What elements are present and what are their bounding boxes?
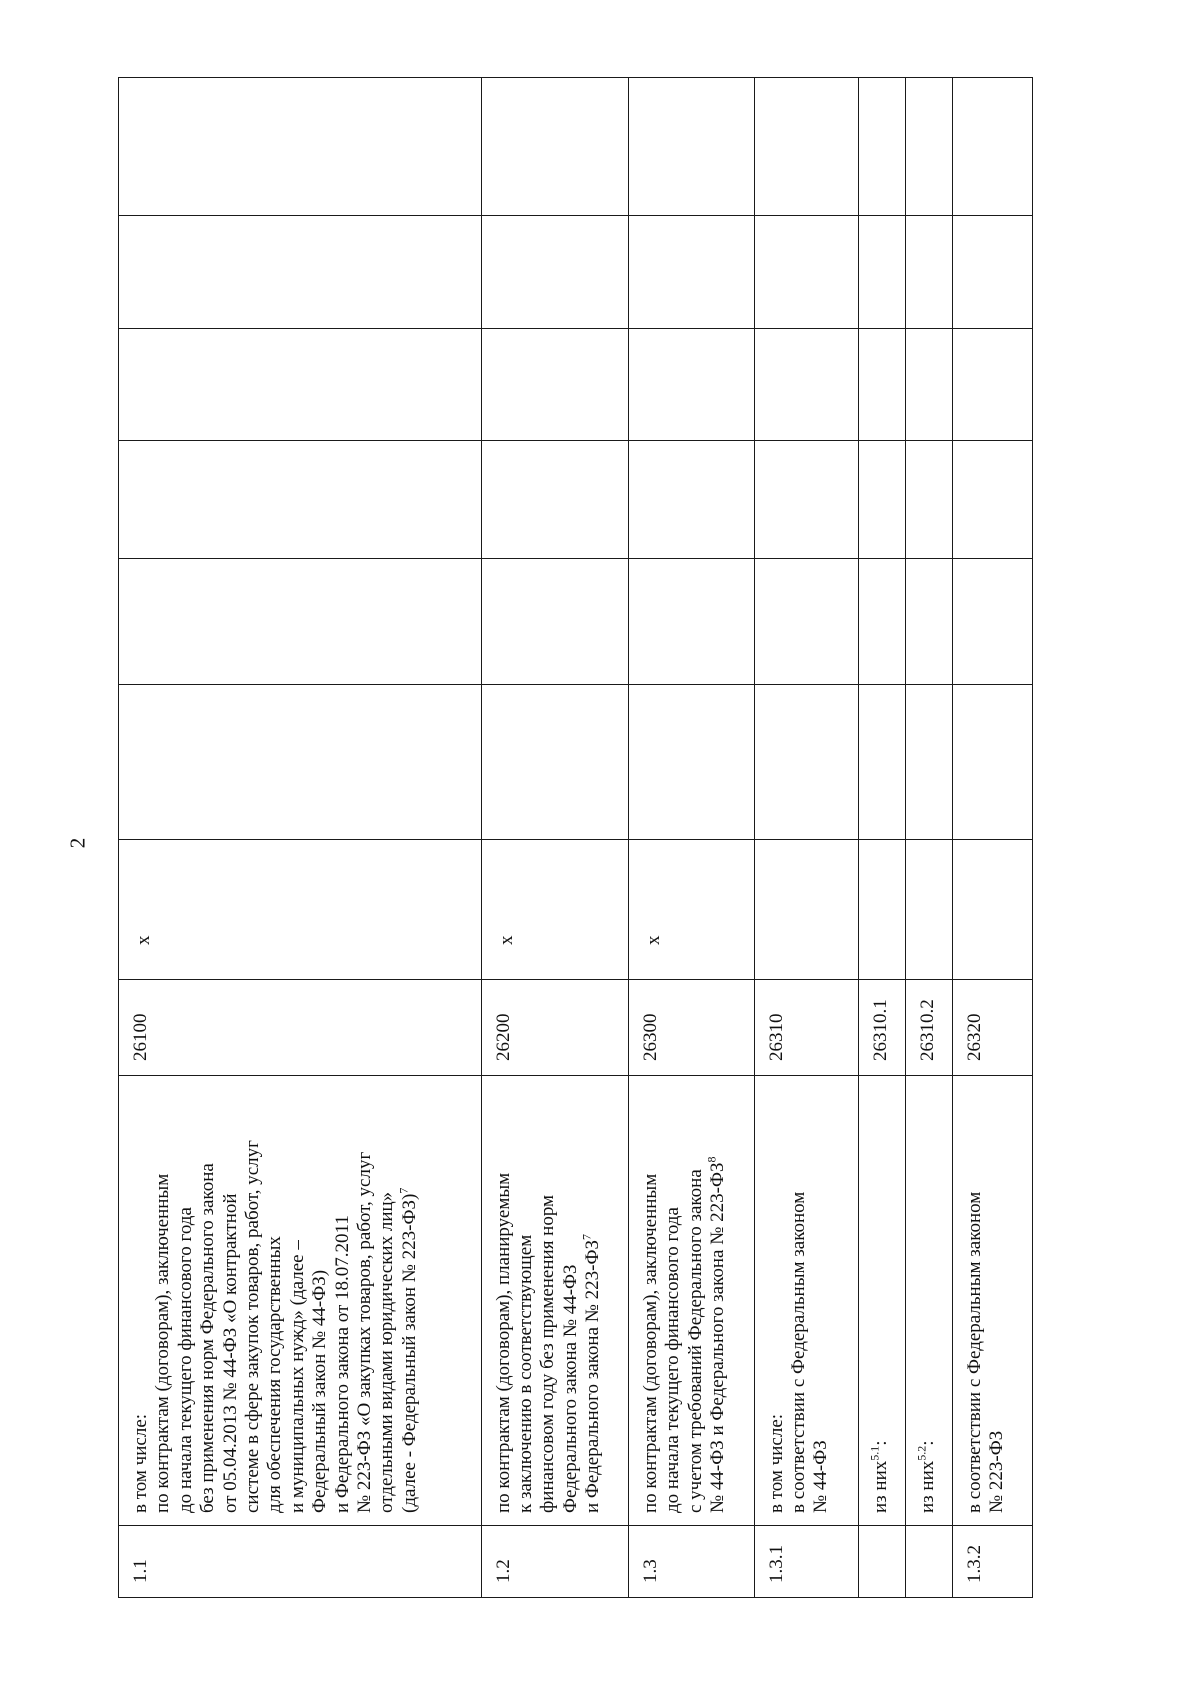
empty-value-cell	[859, 216, 906, 329]
table-row	[481, 78, 628, 1598]
description-line: № 223-ФЗ	[986, 1430, 1008, 1513]
empty-value-cell	[754, 329, 859, 441]
description-line: № 44-ФЗ и Федерального закона № $223-ФЗ^8$	[704, 1156, 728, 1513]
x-mark	[906, 840, 926, 979]
table-row	[859, 78, 906, 1598]
row-code: 26200	[492, 1013, 514, 1061]
description-line: и Федерального закона № $223-ФЗ^7$	[579, 1234, 604, 1513]
table-row	[906, 78, 953, 1598]
footnote-marker: 5.2	[914, 1445, 929, 1461]
description-line: № 223-ФЗ «О закупках товаров, работ, услуг	[354, 1151, 376, 1513]
row-code-cell	[119, 980, 482, 1076]
empty-value-cell	[119, 78, 482, 216]
x-mark	[859, 840, 879, 979]
row-code: 26300	[639, 1013, 661, 1061]
rotated-table-frame	[118, 78, 1033, 1598]
empty-value-cell	[859, 78, 906, 216]
empty-value-cell	[119, 216, 482, 329]
row-number: 1.3.2	[963, 1545, 985, 1583]
empty-value-cell	[906, 329, 953, 441]
empty-value-cell	[859, 559, 906, 685]
row-number-cell	[628, 1526, 754, 1598]
description-line: в соответствии с Федеральным законом	[788, 1191, 810, 1513]
x-mark	[755, 840, 775, 979]
footnote-marker: 5.1	[867, 1445, 882, 1461]
description-line: и Федерального закона от 18.07.2011	[331, 1215, 353, 1513]
description-line: по контрактам (договорам), заключенным	[152, 1173, 174, 1513]
description-line: системе в сфере закупок товаров, работ, услуг	[242, 1140, 264, 1513]
row-code-cell	[859, 980, 906, 1076]
row-number: 1.3	[639, 1559, 661, 1583]
empty-value-cell	[754, 441, 859, 559]
row-number: 1.3.1	[765, 1545, 787, 1583]
row-code: 26310	[765, 1013, 787, 1061]
description-line: до начала текущего финансового года	[662, 1207, 684, 1513]
row-description-cell	[628, 1076, 754, 1526]
description-line: из них$^{5.1}$:	[867, 1440, 892, 1513]
empty-value-cell	[119, 559, 482, 685]
row-number-cell	[952, 1526, 1032, 1598]
empty-value-cell	[481, 559, 628, 685]
row-description-cell	[906, 1076, 953, 1526]
footnote-marker: 7	[579, 1234, 594, 1240]
row-code: 26100	[130, 1013, 151, 1061]
description-line: от 05.04.2013 № 44-ФЗ «О контрактной	[219, 1193, 241, 1513]
empty-value-cell	[906, 559, 953, 685]
description-line: к заключению в соответствующем	[515, 1234, 537, 1513]
x-mark-cell	[754, 840, 859, 980]
page-number: 2	[65, 837, 90, 849]
row-code: 26310.2	[917, 999, 939, 1061]
empty-value-cell	[859, 329, 906, 441]
x-mark-cell	[952, 840, 1032, 980]
empty-value-cell	[754, 78, 859, 216]
row-description-cell	[481, 1076, 628, 1526]
table-row	[119, 78, 482, 1598]
empty-value-cell	[119, 685, 482, 840]
description-line: до начала текущего финансового года	[174, 1207, 196, 1513]
empty-value-cell	[952, 685, 1032, 840]
row-number: 1.1	[130, 1559, 151, 1583]
empty-value-cell	[952, 329, 1032, 441]
empty-value-cell	[906, 78, 953, 216]
empty-value-cell	[628, 559, 754, 685]
x-mark-cell	[119, 840, 482, 980]
description-line: в соответствии с Федеральным законом	[963, 1191, 985, 1513]
empty-value-cell	[952, 78, 1032, 216]
description-line: без применения норм Федерального закона	[197, 1163, 219, 1513]
empty-value-cell	[119, 441, 482, 559]
empty-value-cell	[481, 685, 628, 840]
row-number: 1.2	[492, 1559, 514, 1583]
description-line: отдельными видами юридических лиц»	[376, 1191, 398, 1513]
expenditure-table	[118, 77, 1033, 1598]
row-number-cell	[119, 1526, 482, 1598]
row-description-cell	[754, 1076, 859, 1526]
empty-value-cell	[906, 216, 953, 329]
empty-value-cell	[859, 685, 906, 840]
empty-value-cell	[481, 441, 628, 559]
row-number-cell	[906, 1526, 953, 1598]
empty-value-cell	[119, 329, 482, 441]
description-line: в том числе:	[765, 1413, 787, 1513]
description-line: в том числе:	[130, 1413, 151, 1513]
x-mark-cell	[859, 840, 906, 980]
row-description-cell	[119, 1076, 482, 1526]
empty-value-cell	[628, 685, 754, 840]
empty-value-cell	[481, 216, 628, 329]
row-code: 26320	[963, 1013, 985, 1061]
table-row	[628, 78, 754, 1598]
row-description-cell	[952, 1076, 1032, 1526]
empty-value-cell	[952, 559, 1032, 685]
row-code-cell	[754, 980, 859, 1076]
empty-value-cell	[628, 329, 754, 441]
row-number-cell	[754, 1526, 859, 1598]
description-line: Федерального закона № 44-ФЗ	[559, 1264, 581, 1513]
x-mark: x	[495, 935, 517, 945]
row-number	[906, 1526, 923, 1597]
empty-value-cell	[754, 559, 859, 685]
row-code-cell	[952, 980, 1032, 1076]
row-code-cell	[906, 980, 953, 1076]
empty-value-cell	[628, 441, 754, 559]
empty-value-cell	[481, 329, 628, 441]
x-mark-cell	[906, 840, 953, 980]
empty-value-cell	[481, 78, 628, 216]
empty-value-cell	[952, 441, 1032, 559]
empty-value-cell	[754, 216, 859, 329]
row-number	[859, 1526, 876, 1597]
description-line: финансовом году без применения норм	[537, 1194, 559, 1513]
row-number-cell	[859, 1526, 906, 1598]
description-line: № 44-ФЗ	[810, 1440, 832, 1513]
empty-value-cell	[628, 78, 754, 216]
footnote-marker: 7	[396, 1187, 411, 1194]
x-mark: x	[642, 935, 664, 945]
description-line: (далее - Федеральный закон № 223-ФЗ)$^7$	[396, 1187, 420, 1513]
description-line: с учетом требований Федерального закона	[684, 1169, 706, 1513]
empty-value-cell	[628, 216, 754, 329]
row-number-cell	[481, 1526, 628, 1598]
empty-value-cell	[906, 685, 953, 840]
empty-value-cell	[906, 441, 953, 559]
empty-value-cell	[952, 216, 1032, 329]
row-code-cell	[481, 980, 628, 1076]
row-code-cell	[628, 980, 754, 1076]
x-mark-cell	[481, 840, 628, 980]
description-line: Федеральный закон № 44-ФЗ)	[309, 1269, 331, 1513]
table-row	[952, 78, 1032, 1598]
x-mark	[953, 840, 973, 979]
x-mark-cell	[628, 840, 754, 980]
x-mark: x	[133, 935, 154, 945]
table-row	[754, 78, 859, 1598]
description-line: по контрактам (договорам), заключенным	[639, 1173, 661, 1513]
description-line: для обеспечения государственных	[264, 1236, 286, 1513]
empty-value-cell	[859, 441, 906, 559]
footnote-marker: 8	[704, 1156, 719, 1163]
row-code: 26310.1	[870, 999, 892, 1061]
description-line: из них$^{5.2}$:	[914, 1440, 939, 1513]
description-line: и муниципальных нужд» (далее –	[286, 1240, 308, 1513]
empty-value-cell	[754, 685, 859, 840]
description-line: по контрактам (договорам), планируемым	[492, 1172, 514, 1513]
row-description-cell	[859, 1076, 906, 1526]
